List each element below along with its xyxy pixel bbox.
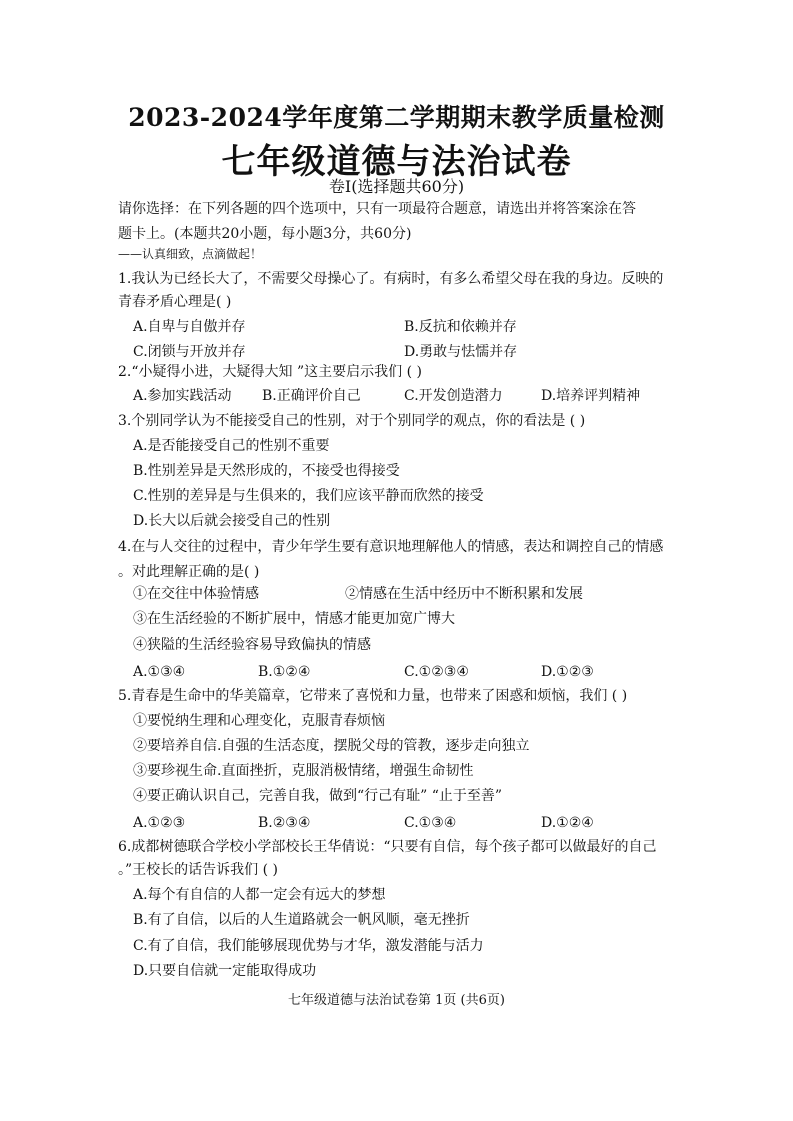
question-stem: 青春矛盾心理是( ) (118, 294, 232, 310)
question-stem: 4.在与人交往的过程中，青少年学生要有意识地理解他人的情感，表达和调控自己的情感 (118, 539, 664, 555)
option-c: C.有了自信，我们能够展现优势与才华，激发潜能与活力 (133, 938, 484, 954)
instructions-line: 题卡上。(本题共20小题，每小题3分，共60分) (118, 226, 412, 242)
option-a: A.自卑与自傲并存 (133, 319, 246, 335)
exam-title: 2023-2024学年度第二学期期末教学质量检测 (128, 103, 665, 132)
option-b: B.性别差异是天然形成的，不接受也得接受 (133, 463, 400, 479)
option-c: C.闭锁与开放并存 (133, 344, 246, 360)
option-a: A.每个有自信的人都一定会有远大的梦想 (133, 887, 386, 903)
subject-title: 七年级道德与法治试卷 (221, 142, 572, 182)
option-b: B.反抗和依赖并存 (404, 319, 517, 335)
statement-item: ②情感在生活中经历中不断积累和发展 (345, 586, 583, 602)
option-d: D.①②③ (541, 664, 594, 680)
page-footer: 七年级道德与法治试卷第 1页 (共6页) (288, 993, 505, 1008)
option-a: A.是否能接受自己的性别不重要 (133, 438, 330, 454)
option-c: C.开发创造潜力 (404, 388, 503, 404)
option-b: B.有了自信，以后的人生道路就会一帆风顺，毫无挫折 (133, 912, 470, 928)
option-a: A.①②③ (133, 815, 186, 831)
option-b: B.②③④ (258, 815, 311, 831)
statement-item: ②要培养自信.自强的生活态度，摆脱父母的管教，逐步走向独立 (133, 738, 530, 754)
option-d: D.勇敢与怯懦并存 (404, 344, 518, 360)
option-c: C.①②③④ (404, 664, 469, 680)
option-d: D.培养评判精神 (541, 388, 641, 404)
option-a: A.参加实践活动 (133, 388, 232, 404)
statement-item: ①在交往中体验情感 (133, 586, 259, 602)
option-b: B.①②④ (258, 664, 311, 680)
option-d: D.长大以后就会接受自己的性别 (133, 513, 331, 529)
option-c: C.①③④ (404, 815, 457, 831)
question-stem: 。对此理解正确的是( ) (118, 564, 260, 580)
statement-item: ③在生活经验的不断扩展中，情感才能更加宽广博大 (133, 611, 455, 627)
statement-item: ③要珍视生命.直面挫折，克服消极情绪，增强生命韧性 (133, 763, 474, 779)
option-a: A.①③④ (133, 664, 186, 680)
option-d: D.①②④ (541, 815, 594, 831)
option-c: C.性别的差异是与生俱来的，我们应该平静而欣然的接受 (133, 488, 484, 504)
section-title: 卷Ⅰ(选择题共60分) (328, 177, 465, 196)
question-stem: 2.“小疑得小进，大疑得大知 ”这主要启示我们 ( ) (118, 364, 422, 380)
statement-item: ④要正确认识自己，完善自我，做到“行己有耻” “止于至善” (133, 788, 503, 804)
option-b: B.正确评价自己 (262, 388, 361, 404)
instructions-line: 请你选择：在下列各题的四个选项中，只有一项最符合题意，请选出并将答案涂在答 (118, 201, 636, 217)
question-stem: 5.青春是生命中的华美篇章，它带来了喜悦和力量，也带来了困惑和烦恼，我们 ( ) (118, 688, 628, 704)
statement-item: ④狭隘的生活经验容易导致偏执的情感 (133, 637, 371, 653)
question-stem: 1.我认为已经长大了，不需要父母操心了。有病时，有多么希望父母在我的身边。反映的 (118, 271, 664, 287)
question-stem: 。”王校长的话告诉我们 ( ) (118, 862, 278, 878)
question-stem: 6.成都树德联合学校小学部校长王华倩说：“只要有自信，每个孩子都可以做最好的自己 (118, 839, 657, 855)
option-d: D.只要自信就一定能取得成功 (133, 963, 317, 979)
question-stem: 3.个别同学认为不能接受自己的性别，对于个别同学的观点，你的看法是 ( ) (118, 413, 586, 429)
statement-item: ①要悦纳生理和心理变化，克服青春烦恼 (133, 713, 385, 729)
instructions-motto: ——认真细致，点滴做起！ (118, 247, 263, 261)
